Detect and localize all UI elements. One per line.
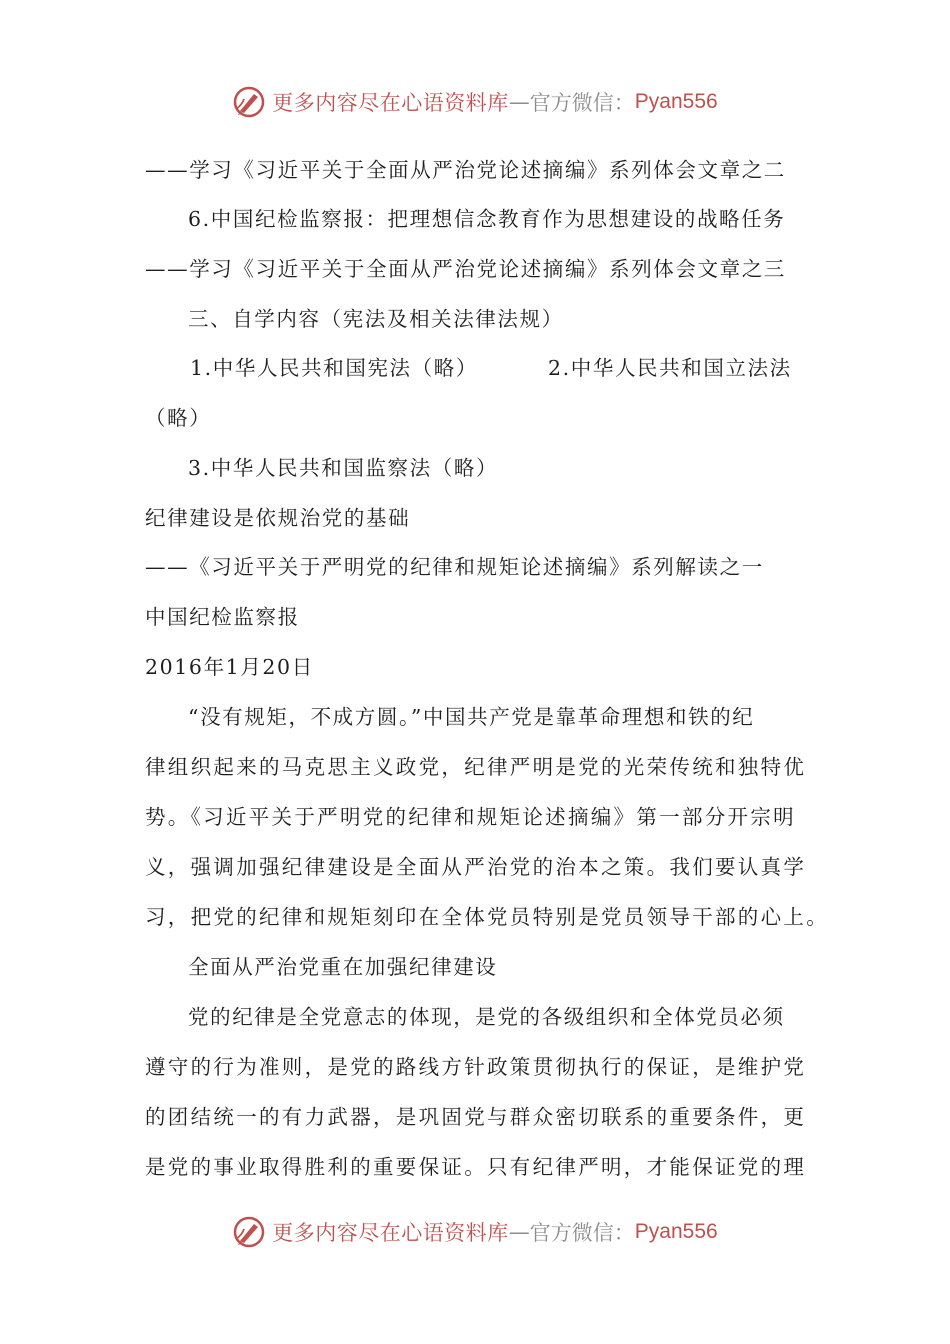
paragraph-line: 势。《习近平关于严明党的纪律和规矩论述摘编》第一部分开宗明 — [145, 805, 796, 829]
watermark-text: 更多内容尽在心语资料库 — [272, 91, 509, 115]
watermark-wechat-label: 官方微信： — [529, 91, 635, 115]
section-heading: 三、自学内容（宪法及相关法律法规） — [188, 307, 564, 331]
pen-logo-icon — [232, 85, 266, 119]
paragraph-line: 党的纪律是全党意志的体现，是党的各级组织和全体党员必须 — [188, 1005, 785, 1029]
text-line: （略） — [145, 406, 212, 430]
paragraph-line: 律组织起来的马克思主义政党，纪律严明是党的光荣传统和独特优 — [145, 755, 807, 779]
watermark-dash: — — [508, 90, 530, 114]
paragraph-line: 义，强调加强纪律建设是全面从严治党的治本之策。我们要认真学 — [145, 855, 807, 879]
paragraph-line: 习，把党的纪律和规矩刻印在全体党员特别是党员领导干部的心上。 — [145, 905, 829, 929]
list-item: 2.中华人民共和国立法法 — [548, 356, 792, 380]
article-source: 中国纪检监察报 — [145, 605, 300, 629]
text-line: ——学习《习近平关于全面从严治党论述摘编》系列体会文章之三 — [145, 257, 786, 281]
list-item: 1.中华人民共和国宪法（略） — [190, 356, 478, 380]
list-item: 3.中华人民共和国监察法（略） — [188, 456, 499, 480]
watermark-text: 更多内容尽在心语资料库 — [272, 1221, 509, 1245]
paragraph-line: 的团结统一的有力武器，是巩固党与群众密切联系的重要条件，更 — [145, 1105, 807, 1129]
watermark-wechat-id: Pyan556 — [634, 1220, 718, 1243]
article-title: 纪律建设是依规治党的基础 — [145, 506, 411, 530]
pen-logo-icon — [232, 1215, 266, 1249]
paragraph-line: “没有规矩，不成方圆。”中国共产党是靠革命理想和铁的纪 — [188, 705, 755, 729]
list-item: 6.中国纪检监察报：把理想信念教育作为思想建设的战略任务 — [188, 207, 786, 231]
watermark-wechat-id: Pyan556 — [634, 90, 718, 113]
paragraph-line: 遵守的行为准则，是党的路线方针政策贯彻执行的保证，是维护党 — [145, 1055, 807, 1079]
article-subtitle: ——《习近平关于严明党的纪律和规矩论述摘编》系列解读之一 — [145, 555, 764, 579]
watermark-banner-bottom — [0, 1210, 950, 1254]
text-line: ——学习《习近平关于全面从严治党论述摘编》系列体会文章之二 — [145, 158, 786, 182]
subheading: 全面从严治党重在加强纪律建设 — [188, 955, 498, 979]
watermark-wechat-label: 官方微信： — [529, 1221, 635, 1245]
watermark-dash: — — [508, 1220, 530, 1244]
watermark-banner-top — [0, 80, 950, 124]
article-date: 2016年1月20日 — [145, 655, 314, 679]
paragraph-line: 是党的事业取得胜利的重要保证。只有纪律严明，才能保证党的理 — [145, 1155, 807, 1179]
